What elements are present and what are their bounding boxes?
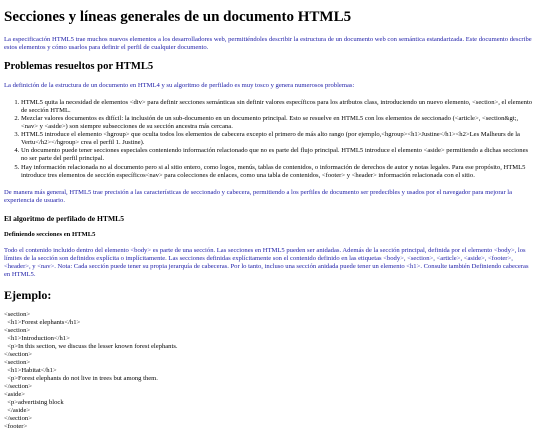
list-item: 4. Un documento puede tener secciones especiales conteniendo información relacionado que no es parte del flujo principal. HTML5 introduce el elemento <aside> permitiendo a dichas secciones no ser parte del perfil principal.	[21, 147, 536, 163]
problems-list	[4, 99, 536, 179]
problems-intro-paragraph: La definición de la estructura de un documento en HTML4 y su algoritmo de perfilado es muy tosco y genera numerosos problemas:	[4, 82, 355, 90]
defining-sections-paragraph: Todo el contenido incluido dentro del elemento <body> es parte de una sección. Las secciones en HTML5 pueden ser anidadas. Además de la sección principal, definida por el elemento <body>, los límites de la sección son definidos explícita o implícitamente. Las secciones definidas explícitamente son el contenido definido en las etiquetas <body>, <section>, <article>, <aside>, <footer>, <header>, y <nav>. Nota: Cada sección puede tener su propia jerarquía de cabeceras. Por lo tanto, incluso una sección anidada puede tener un elemento <h1>. Consulte también Definiendo cabeceras en HTML5.	[4, 246, 529, 279]
list-item: 5. Hay información relacionada no al documento pero si al sitio entero, como logos, menús, tablas de contenidos, o información de derechos de autor y notas legales. Para ese propósito, HTML5 introduce tres elementos de sección específicos<nav> para colecciones de enlaces, como una tabla de contenidos, <footer> y <header> información relacionada con el sitio.	[21, 164, 536, 180]
intro-paragraph: La especificación HTML5 trae muchos nuevos elementos a los desarrolladores web, permitiéndoles describir la estructura de un documento web con semántica estandarizada. Este documento describe estos elementos y cómo usarlos para definir el perfil de cualquier documento.	[4, 36, 532, 52]
example-code-block: <section> <h1>Forest elephants</h1> <section> <h1>Introduction</h1> <p>In this section, we discuss the lesser known forest elephants. </section> <section> <h1>Habitat</h1> <p>Forest elephants do not live in trees but among them. </section> <aside> <p>advertising block </aside> </section> <footer>	[4, 310, 178, 431]
page-title: Secciones y líneas generales de un documento HTML5	[4, 9, 352, 25]
summary-paragraph: De manera más general, HTML5 trae precisión a las características de seccionado y cabecera, permitiendo a los perfiles de documento ser predecibles y usados por el navegador para mejorar la experiencia de usuario.	[4, 188, 513, 204]
list-item: 1. HTML5 quita la necesidad de elementos <div> para definir secciones semánticas sin definir valores específicos para los atributos class, introduciendo un nuevo elemento, <section>, el elemento de sección HTML.	[21, 99, 536, 115]
defining-sections-heading: Definiendo secciones en HTML5	[4, 230, 96, 238]
example-heading: Ejemplo:	[4, 288, 52, 303]
problems-heading: Problemas resueltos por HTML5	[4, 61, 154, 73]
algorithm-heading: El algoritmo de perfilado de HTML5	[4, 213, 125, 223]
list-item: 2. Mezclar valores documentos es difícil: la inclusión de un sub-documento en un documento principal. Esto se resuelve en HTML5 con los elementos de seccionado (<article>, <section&gt;, <nav> y <aside>) son siempre subsecciones de su sección ancestra más cercana.	[21, 115, 536, 131]
list-item: 3. HTML5 introduce el elemento <hgroup> que oculta todos los elementos de cabecera excepto el primero de más alto rango (por ejemplo,<hgroup><h1>Justine</h1><h2>Les Malheurs de la Vertu</h2></hgroup> crea el perfil 1. Justine).	[21, 131, 536, 147]
